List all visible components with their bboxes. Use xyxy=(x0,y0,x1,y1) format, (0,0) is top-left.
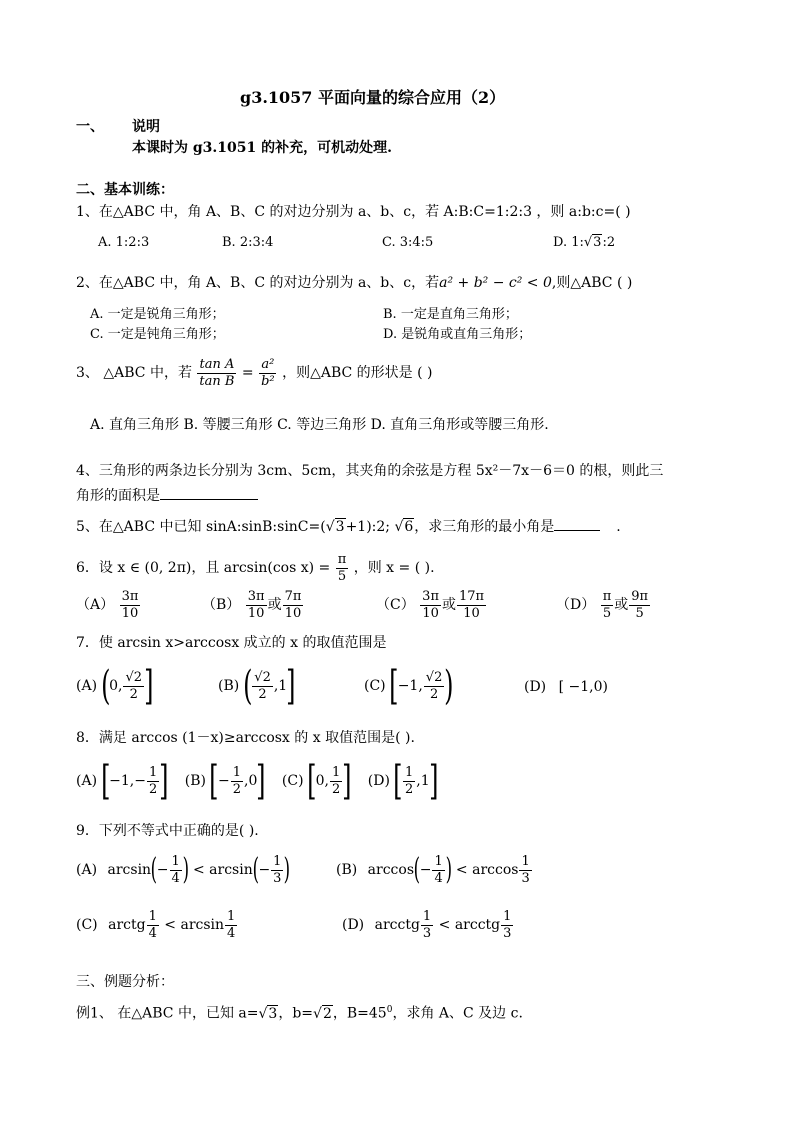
q7-option-d xyxy=(524,680,608,694)
bracket-right: ] xyxy=(159,758,169,804)
q8-option-c-fraction xyxy=(330,766,342,796)
q9-option-b-den-2: 3 xyxy=(521,870,530,886)
q6-option-a-den: 10 xyxy=(121,605,139,621)
answer-blank xyxy=(554,518,600,531)
q7-option-c-den: 2 xyxy=(429,686,439,702)
q3-fraction-tan-num: tan A xyxy=(199,357,235,372)
q7-option-b-den: 2 xyxy=(258,686,267,702)
example1-mid: ，b= xyxy=(278,1005,314,1022)
bracket-left: [ xyxy=(209,758,219,804)
bracket-left: ( xyxy=(100,663,110,709)
q2-stem xyxy=(76,276,632,290)
example1 xyxy=(76,1006,523,1021)
q6-option-b xyxy=(202,590,304,620)
sqrt-symbol: √3 xyxy=(325,519,345,535)
q3-fraction-ab xyxy=(259,358,277,388)
q6-option-c-fraction-1 xyxy=(420,590,441,620)
q6-option-c-num-2: 17π xyxy=(459,589,485,604)
bracket-right: ] xyxy=(342,758,352,804)
q6-option-c-fraction-2 xyxy=(457,590,486,620)
q6-option-d xyxy=(556,590,651,620)
q1-option-b: B. 2:3:4 xyxy=(222,235,274,250)
section1-body: 本课时为 g3.1051 的补充，可机动处理. xyxy=(132,140,392,156)
paren-right: ) xyxy=(445,852,452,888)
example1-pre: 例1、 在△ABC 中，已知 a= xyxy=(76,1005,259,1022)
q6-option-a-label: （A） xyxy=(76,597,115,614)
q8-option-b-label: (B) xyxy=(184,773,206,789)
q9-option-b-compare: < arccos xyxy=(455,862,519,879)
q2-stem-post: ,则△ABC ( ) xyxy=(551,275,633,291)
q6-option-d-num-2: 9π xyxy=(631,589,649,604)
q1-stem: 1、在△ABC 中，角 A、B、C 的对边分别为 a、b、c，若 A:B:C=1:2:3 ，则 a:b:c=( ) xyxy=(76,204,631,220)
sqrt-symbol: √2 xyxy=(313,1005,332,1022)
q7-option-d-value: [ −1,0) xyxy=(558,679,608,695)
q7-option-d-label: (D) xyxy=(524,679,547,695)
q7-option-a-den: 2 xyxy=(129,686,138,702)
q6-option-d-fraction-1 xyxy=(601,590,614,620)
q9-option-a-compare: < arcsin xyxy=(192,862,253,879)
section1-number: 一、 xyxy=(76,119,104,135)
sqrt-symbol: √3 xyxy=(258,1005,278,1022)
q7-option-c-left: −1, xyxy=(397,678,423,694)
q8-option-d-den: 2 xyxy=(404,781,414,797)
q9-option-c-num-1: 1 xyxy=(148,909,157,924)
q1-option-d xyxy=(553,236,615,249)
q8-option-c-left: 0, xyxy=(315,773,329,789)
q7-option-a-left: 0, xyxy=(109,678,123,694)
q2-option-d: D. 是锐角或直角三角形； xyxy=(383,327,532,342)
q6-fraction-den: 5 xyxy=(337,568,347,584)
q6-option-b-num-2: 7π xyxy=(284,589,302,604)
section2-heading: 二、基本训练： xyxy=(76,182,174,198)
bracket-left: ( xyxy=(242,663,253,709)
q9-option-c-den-1: 4 xyxy=(148,925,157,941)
bracket-right: ] xyxy=(256,758,266,804)
q5-stem xyxy=(76,518,621,534)
q6-option-d-fraction-2 xyxy=(629,590,650,620)
q7-option-c xyxy=(364,663,454,709)
q6-option-c-den-1: 10 xyxy=(422,605,439,621)
q1-option-c: C. 3:4:5 xyxy=(382,235,434,250)
bracket-right: ) xyxy=(444,663,454,709)
q7-option-a xyxy=(76,663,154,709)
q9-option-d-fraction-1 xyxy=(421,910,433,940)
q3-fraction-ab-num: a² xyxy=(261,357,275,372)
q2-stem-math: a² + b² − c² < 0 xyxy=(439,275,552,291)
q6-post: ，则 x = ( ). xyxy=(353,560,435,577)
q8-option-a-den: 2 xyxy=(148,781,158,797)
q7-option-b-fraction xyxy=(252,671,273,701)
q7-option-c-label: (C) xyxy=(364,678,386,694)
q9-option-c-func-1: arctg xyxy=(108,917,146,934)
q5-end: . xyxy=(616,519,621,535)
q3-fraction-tan-den: tan B xyxy=(199,373,235,389)
bracket-left: [ xyxy=(389,663,399,709)
q9-option-a xyxy=(76,852,291,888)
q6-option-a-num: 3π xyxy=(121,589,139,604)
q6-option-b-label: （B） xyxy=(202,597,241,614)
paren-left: ( xyxy=(252,852,259,888)
q9-option-c xyxy=(76,910,238,940)
q9-option-d-label: (D) xyxy=(342,917,365,934)
example1-degree: 0 xyxy=(386,1005,393,1015)
q8-option-a-num: 1 xyxy=(148,764,158,780)
q6-option-c xyxy=(376,590,487,620)
q7-option-a-fraction xyxy=(123,671,144,701)
q3-post: ，则△ABC 的形状是 ( ) xyxy=(282,365,433,382)
q8-option-a-label: (A) xyxy=(76,773,98,789)
q6-option-a xyxy=(76,590,141,620)
q6-option-c-den-2: 10 xyxy=(463,605,480,621)
q5-radicand-1: 3 xyxy=(335,519,345,535)
q9-option-a-label: (A) xyxy=(76,862,98,879)
q8-option-d-right: ,1 xyxy=(416,773,430,789)
q3-fraction-tan xyxy=(197,358,236,388)
q6-option-b-fraction-1 xyxy=(246,590,267,620)
paren-left: ( xyxy=(413,852,421,888)
q9-option-d xyxy=(342,910,514,940)
q9-option-d-fraction-2 xyxy=(501,910,513,940)
q6-option-b-den-1: 10 xyxy=(247,605,265,621)
bracket-left: [ xyxy=(307,758,317,804)
q3-fraction-ab-den: b² xyxy=(261,373,275,389)
q6-option-c-num-1: 3π xyxy=(422,589,439,604)
q8-option-c-den: 2 xyxy=(331,781,341,797)
q9-option-d-func-1: arcctg xyxy=(374,917,420,934)
q7-option-a-label: (A) xyxy=(76,678,98,694)
q8-option-b-right: ,0 xyxy=(244,773,258,789)
q9-option-b-fraction-1 xyxy=(432,855,444,885)
q9-option-b-den-1: 4 xyxy=(434,870,443,886)
q1-option-d-radicand: 3 xyxy=(593,235,602,250)
q7-option-b-right: ,1 xyxy=(273,678,288,694)
q9-option-d-compare: < arcctg xyxy=(438,917,501,934)
q7-option-b xyxy=(218,663,296,709)
q9-option-a-fraction-1 xyxy=(170,855,182,885)
q3-options: A. 直角三角形 B. 等腰三角形 C. 等边三角形 D. 直角三角形或等腰三角形. xyxy=(90,417,549,433)
q9-option-b-fraction-2 xyxy=(519,855,531,885)
q2-stem-pre: 2、在△ABC 中，角 A、B、C 的对边分别为 a、b、c，若 xyxy=(76,275,440,291)
q8-option-c-num: 1 xyxy=(331,764,341,780)
q9-option-c-fraction-2 xyxy=(225,910,237,940)
bracket-right: ] xyxy=(428,758,439,804)
q6-pre: 6．设 x ∈ (0, 2π)，且 arcsin(cos x) = xyxy=(76,560,331,577)
q3-stem xyxy=(76,358,433,388)
q9-option-a-den-2: 3 xyxy=(273,870,282,886)
sqrt-symbol: √6 xyxy=(394,519,414,535)
q9-option-a-num-2: 1 xyxy=(273,854,282,869)
q6-option-b-den-2: 10 xyxy=(284,605,302,621)
q8-option-b-fraction xyxy=(231,766,243,796)
q7-option-a-num: √2 xyxy=(125,669,143,685)
q9-option-b-num-1: 1 xyxy=(434,854,443,869)
q8-option-d-label: (D) xyxy=(367,773,390,789)
q1-option-d-pre: D. 1: xyxy=(553,235,584,250)
q6-option-d-den-2: 5 xyxy=(635,605,644,621)
q7-option-b-label: (B) xyxy=(218,678,240,694)
q9-option-d-den-1: 3 xyxy=(422,925,432,941)
paren-right: ) xyxy=(182,852,189,888)
q9-option-b-num-2: 1 xyxy=(521,854,530,869)
q6-option-c-or: 或 xyxy=(442,597,456,614)
q5-radicand-2: 6 xyxy=(404,519,414,535)
q8-options xyxy=(76,758,439,804)
q9-option-d-num-1: 1 xyxy=(422,909,432,924)
bracket-right: ] xyxy=(286,663,296,709)
bracket-left: [ xyxy=(393,758,403,804)
q8-option-d-fraction xyxy=(403,766,415,796)
example1-post: ，B=45 xyxy=(332,1005,387,1022)
minus-sign: − xyxy=(156,862,169,879)
bracket-left: [ xyxy=(100,758,110,804)
q4-line2-text: 角形的面积是 xyxy=(76,488,160,504)
q8-option-a-left: −1,− xyxy=(109,773,146,789)
example1-radicand-2: 2 xyxy=(322,1005,332,1022)
q9-option-c-label: (C) xyxy=(76,917,98,934)
q5-pre: 5、在△ABC 中已知 sinA:sinB:sinC=( xyxy=(76,519,326,535)
q8-option-d-num: 1 xyxy=(404,764,414,780)
q6-option-d-or: 或 xyxy=(614,597,629,614)
q1-option-d-post: :2 xyxy=(602,235,616,250)
q9-option-b-func-1: arccos xyxy=(367,862,415,879)
q2-option-a: A. 一定是锐角三角形； xyxy=(90,307,225,322)
q9-option-a-fraction-2 xyxy=(271,855,283,885)
page-title: g3.1057 平面向量的综合应用（2） xyxy=(240,88,506,107)
paren-left: ( xyxy=(150,852,158,888)
q3-eq: = xyxy=(241,365,254,382)
q9-option-b xyxy=(336,852,533,888)
q6-option-d-label: （D） xyxy=(556,597,596,614)
example1-end: ，求角 A、C 及边 c. xyxy=(392,1005,523,1022)
bracket-right: ] xyxy=(144,663,154,709)
q6-option-b-fraction-2 xyxy=(283,590,304,620)
q2-option-c: C. 一定是钝角三角形； xyxy=(90,327,225,342)
q4-line1: 4、三角形的两条边长分别为 3cm、5cm，其夹角的余弦是方程 5x²－7x－6＝0 的根，则此三 xyxy=(76,463,664,479)
q9-option-a-num-1: 1 xyxy=(171,854,180,869)
sqrt-symbol: √3 xyxy=(583,235,602,250)
q6-option-d-num-1: π xyxy=(602,589,612,604)
q9-option-c-den-2: 4 xyxy=(227,925,236,941)
q3-pre: 3、 △ABC 中，若 xyxy=(76,365,192,382)
q8-option-b-num: 1 xyxy=(232,764,242,780)
example1-radicand-1: 3 xyxy=(268,1005,278,1022)
q7-option-b-num: √2 xyxy=(254,669,271,685)
q8-option-a-fraction xyxy=(147,766,159,796)
q5-post: ，求三角形的最小角是 xyxy=(414,519,555,535)
q8-option-c-label: (C) xyxy=(281,773,304,789)
q9-option-d-num-2: 1 xyxy=(503,909,512,924)
section3-heading: 三、例题分析： xyxy=(76,974,174,990)
q9-option-c-num-2: 1 xyxy=(227,909,236,924)
q9-option-c-fraction-1 xyxy=(147,910,159,940)
q8-option-b-den: 2 xyxy=(232,781,242,797)
q9-option-d-den-2: 3 xyxy=(503,925,512,941)
q6-option-c-label: （C） xyxy=(376,597,415,614)
q7-stem: 7．使 arcsin x>arccosx 成立的 x 的取值范围是 xyxy=(76,635,387,651)
q8-stem: 8．满足 arccos (1－x)≥arccosx 的 x 取值范围是( ). xyxy=(76,730,415,746)
minus-sign: − xyxy=(258,862,271,879)
q9-option-b-label: (B) xyxy=(336,862,358,879)
q6-option-a-fraction xyxy=(120,590,141,620)
q4-line2 xyxy=(76,487,258,503)
section1-heading: 说明 xyxy=(132,119,160,135)
q9-option-c-compare: < arcsin xyxy=(164,917,225,934)
q9-option-a-func-1: arcsin xyxy=(107,862,152,879)
paren-right: ) xyxy=(284,852,291,888)
answer-blank xyxy=(160,487,258,500)
q6-option-b-num-1: 3π xyxy=(247,589,265,604)
q2-option-b: B. 一定是直角三角形； xyxy=(383,307,518,322)
q6-option-d-den-1: 5 xyxy=(602,605,612,621)
q5-mid: +1):2; xyxy=(345,519,395,535)
q7-option-c-num: √2 xyxy=(425,669,443,685)
q6-fraction xyxy=(336,553,349,583)
q6-stem xyxy=(76,553,435,583)
q9-option-a-den-1: 4 xyxy=(171,870,180,886)
q1-option-a: A. 1:2:3 xyxy=(98,235,150,250)
q8-option-b-left: − xyxy=(218,773,230,789)
q6-option-b-or: 或 xyxy=(267,597,282,614)
minus-sign: − xyxy=(419,862,432,879)
q9-stem: 9．下列不等式中正确的是( ). xyxy=(76,823,259,839)
q7-option-c-fraction xyxy=(424,671,445,701)
q6-fraction-num: π xyxy=(337,552,347,567)
